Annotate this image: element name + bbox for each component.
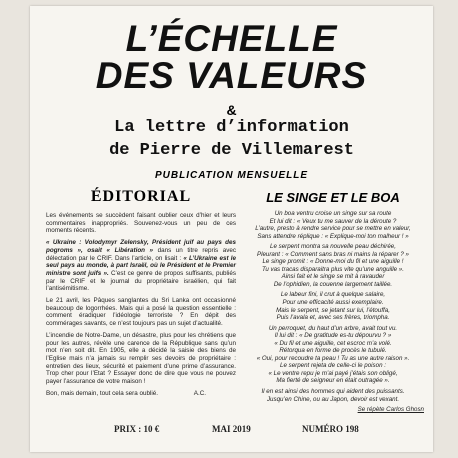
editorial-paragraph: L’incendie de Notre-Dame, un désastre, plus pour les chrétiens que pour les autres, révèle une carence de la République sans qu’un mot n’en soit dit. En 1905, elle a décidé la saisie des biens de l’Eglise mais n’a jamais su remplir ses devoirs de propriétaire : entretien des lieux, sécurité et paiement d’une prime d’assurance. Trop cher pour l’Etat ? Essayer donc de dire que vous ne pouvez payer l’assurance de votre maison ! bbox=[46, 331, 236, 386]
poem-stanza: Le serpent montra sa nouvelle peau déchirée, Pleurant : « Comment sans bras ni mains la réparer ? » Le singe promit : « Donne-moi du fil et une aiguille ! Tu vas tracas disparaitra plus vite qu’une anguille ». Ainsi fait et le singe se mit à ravauder De l’ophidien, la couenne largement taillée. bbox=[256, 243, 409, 288]
poem-stanza: Un boa ventru croise un singe sur sa route Et lui dit : « Veux tu me sauver de la déroute ? L’autre, presto à rendre service pour se mettre en valeur, Sans attendre réplique : « Explique-moi ton malheur ! » bbox=[255, 210, 411, 240]
issue-number: NUMÉRO 198 bbox=[302, 424, 359, 434]
poem-signature: Se répète Carlos Ghosn bbox=[357, 406, 424, 414]
closing-text: Bon, mais demain, tout cela sera oublié. bbox=[46, 389, 159, 397]
editorial-paragraph bbox=[46, 239, 236, 293]
title-line-2: DES VALEURS bbox=[95, 55, 368, 96]
author-initials: A.C. bbox=[193, 389, 206, 397]
editorial-quote: « L’Ukraine est le seul pays au monde, à part Israël, où le Président et le Premier ministre sont juifs ». bbox=[46, 254, 236, 277]
editorial-paragraph: Le 21 avril, les Pâques sanglantes du Sri Lanka ont occasionné beaucoup de logorrhées. Mais qui a posé la question essentielle : comment éradiquer l’idéologie terroriste ? En dépit des commérages savants, ce n’est toujours pas un sujet d’actualité. bbox=[46, 297, 236, 328]
poem-body bbox=[242, 210, 424, 414]
ampersand: & bbox=[226, 102, 237, 118]
poem-stanza: Un perroquet, du haut d’un arbre, avait tout vu. Il lui dit : « De gratitude es-tu dépourvu ? » « Du fil et une aiguille, cet escroc m’a volé. Rétorqua en forme de procès le tubulé. « Oui, pour recoudre ta peau ! Tu as une autre raison ». Le serpent rejeta de celle-ci le poison : « Le ventre repu je m’ai payé j’étais son obligé, Ma fierté de seigneur en était outragée ». bbox=[256, 324, 410, 385]
price-label: PRIX : 10 € bbox=[114, 424, 160, 434]
subtitle-line-1: La lettre d’information bbox=[114, 118, 349, 137]
newsletter-page bbox=[30, 6, 433, 452]
editorial-text: dans un titre repris avec délectation par le CRIF. Dans l’article, on lisait : bbox=[46, 246, 236, 262]
editorial-quote: « Ukraine : Volodymyr Zelensky, Président juif au pays des pogroms », osait « Libération » bbox=[46, 239, 236, 254]
poem-stanza: Il en est ainsi des hommes qui aident des puissants. Jusqu’en Chine, ou au Japon, devoir est vexant. bbox=[261, 388, 405, 403]
title-line-1: L’ÉCHELLE bbox=[125, 18, 338, 59]
editorial-heading: ÉDITORIAL bbox=[90, 188, 192, 205]
editorial-text: C’est ce genre de propos suffisants, publiés par le CRIF et le journal du propriétaire israélien, qui fait l’antisémitisme. bbox=[46, 269, 237, 293]
subtitle-line-2: de Pierre de Villemarest bbox=[109, 141, 354, 160]
poem-heading: LE SINGE ET LE BOA bbox=[266, 190, 400, 205]
issue-date: MAI 2019 bbox=[212, 424, 251, 434]
editorial-body bbox=[46, 212, 236, 397]
poem-stanza: Le labeur fini, il crut à quelque salaire, Pour une efficacité aussi exemplaire. Mais le serpent, se jetant sur lui, l’étouffa, Puis l’avala et, avec ses frères, triompha. bbox=[276, 291, 390, 322]
editorial-paragraph: Les événements se succèdent faisant oublier ceux d’hier et leurs commentaires inappropriés. Souvenez-vous un peu de ces moments récents. bbox=[46, 212, 236, 235]
publication-frequency: PUBLICATION MENSUELLE bbox=[154, 170, 309, 181]
editorial-closing bbox=[46, 390, 236, 398]
